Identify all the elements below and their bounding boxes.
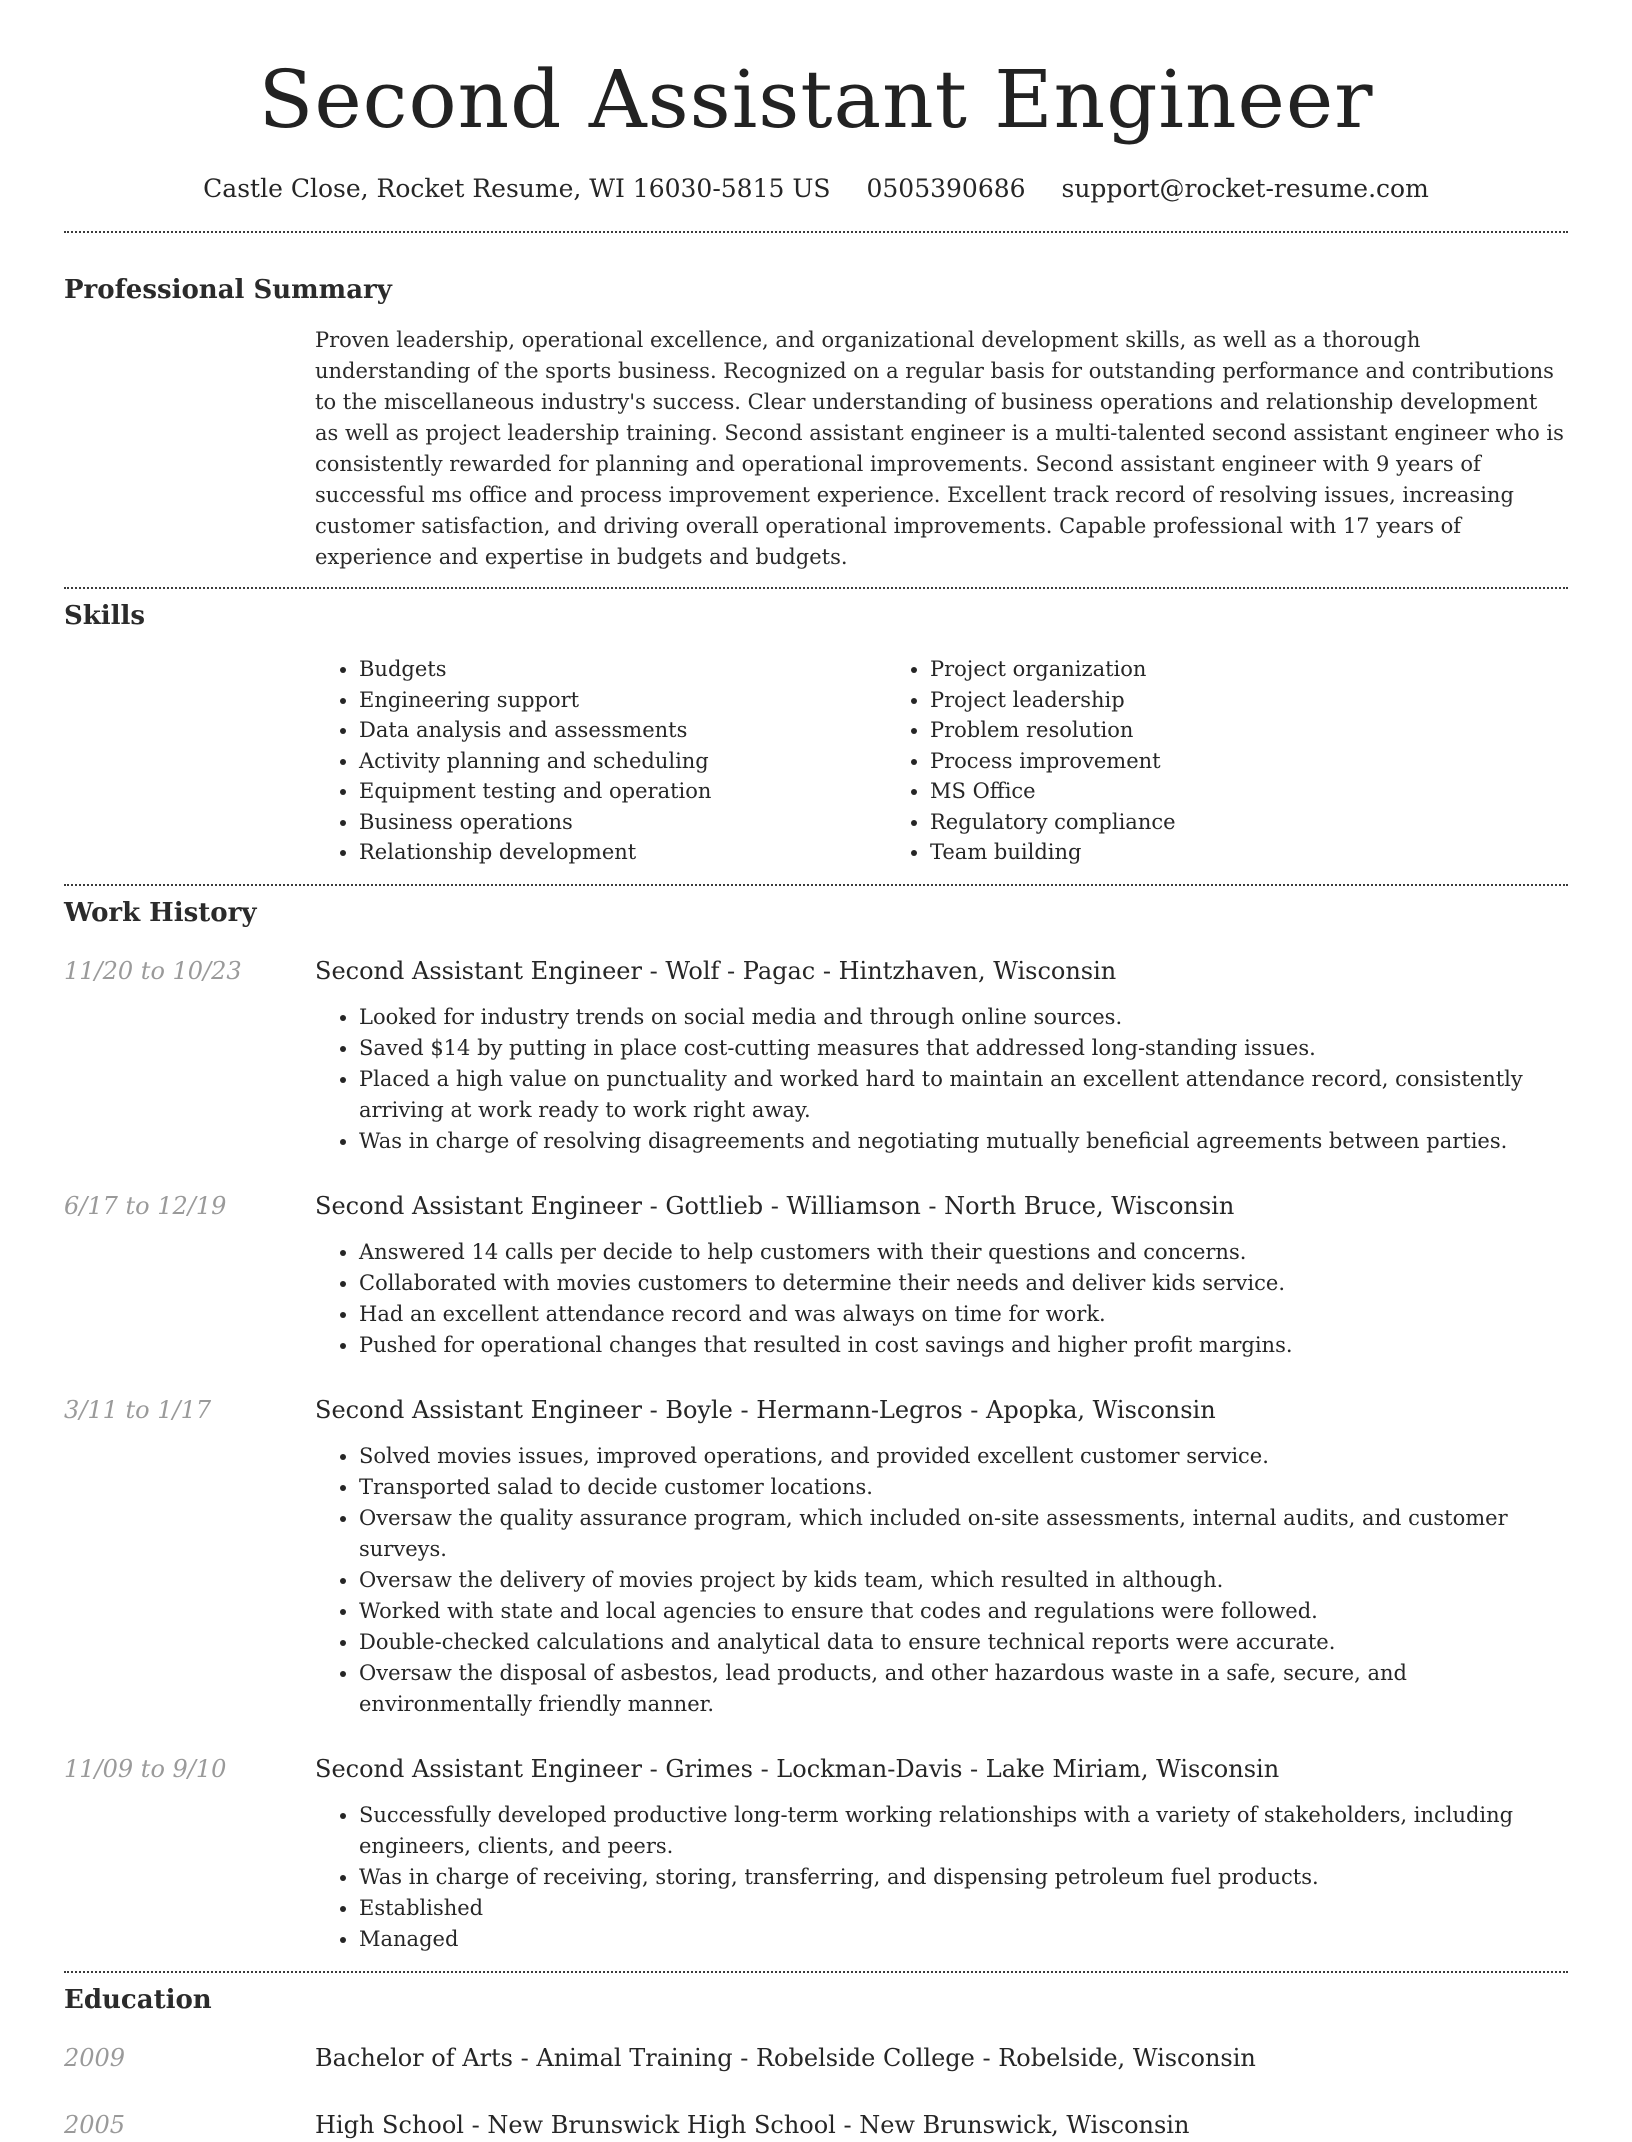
- skill-item: • MS Office: [930, 776, 1526, 807]
- list-item: • Oversaw the quality assurance program, which included on-site assessments, internal audits, and customer surveys.: [359, 1503, 1568, 1565]
- section-title-education: Education: [64, 1984, 212, 2015]
- job-title: Second Assistant Engineer - Boyle - Hermann-Legros - Apopka, Wisconsin: [315, 1395, 1216, 1424]
- list-item: • Was in charge of resolving disagreements and negotiating mutually beneficial agreements between parties.: [359, 1126, 1568, 1157]
- list-item: • Saved $14 by putting in place cost-cutting measures that addressed long-standing issues.: [359, 1033, 1568, 1064]
- skill-item: • Relationship development: [359, 837, 886, 868]
- list-item: • Was in charge of receiving, storing, transferring, and dispensing petroleum fuel products.: [359, 1862, 1568, 1893]
- divider: [64, 587, 1568, 589]
- section-title-summary: Professional Summary: [64, 275, 392, 305]
- job-dates: 3/11 to 1/17: [64, 1395, 212, 1424]
- education-degree: Bachelor of Arts - Animal Training - Robelside College - Robelside, Wisconsin: [315, 2043, 1256, 2072]
- skill-item: • Project organization: [930, 654, 1526, 685]
- skill-item: • Team building: [930, 837, 1526, 868]
- list-item: • Looked for industry trends on social media and through online sources.: [359, 1002, 1568, 1033]
- list-item: • Answered 14 calls per decide to help customers with their questions and concerns.: [359, 1237, 1568, 1268]
- education-content: [315, 2108, 1568, 2142]
- job-title: Second Assistant Engineer - Gottlieb - Williamson - North Bruce, Wisconsin: [315, 1191, 1235, 1220]
- job-bullets: [315, 1237, 1568, 1361]
- work-section: [64, 896, 1568, 1955]
- job-title: Second Assistant Engineer - Wolf - Pagac - Hintzhaven, Wisconsin: [315, 956, 1117, 985]
- resume-page: [64, 0, 1568, 2142]
- skill-item: • Business operations: [359, 807, 886, 838]
- skill-item: • Regulatory compliance: [930, 807, 1526, 838]
- skills-section: [64, 599, 1568, 868]
- skill-item: • Equipment testing and operation: [359, 776, 886, 807]
- job-content: [315, 1752, 1568, 1955]
- list-item: • Managed: [359, 1924, 1568, 1955]
- job-entry: [64, 1752, 1568, 1955]
- list-item: • Had an excellent attendance record and was always on time for work.: [359, 1299, 1568, 1330]
- education-section: [64, 1983, 1568, 2142]
- job-bullets: [315, 1800, 1568, 1955]
- skills-columns: [315, 654, 1568, 868]
- resume-name: Second Assistant Engineer: [258, 53, 1374, 146]
- skill-item: • Problem resolution: [930, 715, 1526, 746]
- skill-item: • Engineering support: [359, 685, 886, 716]
- education-year: 2009: [64, 2043, 126, 2072]
- list-item: • Oversaw the delivery of movies project by kids team, which resulted in although.: [359, 1565, 1568, 1596]
- summary-text: Proven leadership, operational excellence, and organizational development skills, as well as a thorough understanding of the sports business. Recognized on a regular basis for outstanding performance and contributions to the miscellaneous industry's success. Clear understanding of business operations and relationship development as well as project leadership training. Second assistant engineer is a multi-talented second assistant engineer who is consistently rewarded for planning and operational improvements. Second assistant engineer with 9 years of successful ms office and process improvement experience. Excellent track record of resolving issues, increasing customer satisfaction, and driving overall operational improvements. Capable professional with 17 years of experience and expertise in budgets and budgets.: [315, 328, 1564, 569]
- education-entry: [64, 2041, 1568, 2075]
- job-content: [315, 954, 1568, 1157]
- skill-item: • Project leadership: [930, 685, 1526, 716]
- job-dates: 6/17 to 12/19: [64, 1191, 227, 1220]
- list-item: • Worked with state and local agencies to ensure that codes and regulations were followed.: [359, 1596, 1568, 1627]
- contact-address: Castle Close, Rocket Resume, WI 16030-5815 US: [203, 174, 831, 203]
- divider: [64, 884, 1568, 886]
- job-dates: 11/09 to 9/10: [64, 1754, 227, 1783]
- contact-phone: 0505390686: [866, 174, 1026, 203]
- job-content: [315, 1189, 1568, 1361]
- skill-item: • Process improvement: [930, 746, 1526, 777]
- job-bullets: [315, 1002, 1568, 1157]
- divider: [64, 231, 1568, 233]
- education-year: 2005: [64, 2110, 126, 2139]
- section-title-skills: Skills: [64, 601, 146, 631]
- list-item: • Collaborated with movies customers to determine their needs and deliver kids service.: [359, 1268, 1568, 1299]
- job-entry: [64, 1393, 1568, 1720]
- list-item: • Successfully developed productive long-term working relationships with a variety of stakeholders, including engineers, clients, and peers.: [359, 1800, 1568, 1862]
- skills-list-left: [315, 654, 886, 868]
- job-entry: [64, 954, 1568, 1157]
- list-item: • Oversaw the disposal of asbestos, lead products, and other hazardous waste in a safe, secure, and environmentally friendly manner.: [359, 1658, 1568, 1720]
- list-item: • Pushed for operational changes that resulted in cost savings and higher profit margins.: [359, 1330, 1568, 1361]
- list-item: • Transported salad to decide customer locations.: [359, 1472, 1568, 1503]
- skills-list-right: [886, 654, 1526, 868]
- job-bullets: [315, 1441, 1568, 1720]
- summary-section: [64, 273, 1568, 573]
- list-item: • Solved movies issues, improved operations, and provided excellent customer service.: [359, 1441, 1568, 1472]
- education-degree: High School - New Brunswick High School - New Brunswick, Wisconsin: [315, 2110, 1190, 2139]
- job-dates: 11/20 to 10/23: [64, 956, 242, 985]
- education-content: [315, 2041, 1568, 2075]
- list-item: • Double-checked calculations and analytical data to ensure technical reports were accurate.: [359, 1627, 1568, 1658]
- section-title-work: Work History: [64, 897, 257, 928]
- job-entry: [64, 1189, 1568, 1361]
- skill-item: • Budgets: [359, 654, 886, 685]
- skill-item: • Activity planning and scheduling: [359, 746, 886, 777]
- contact-line: [64, 172, 1568, 206]
- list-item: • Placed a high value on punctuality and worked hard to maintain an excellent attendance record, consistently arriving at work ready to work right away.: [359, 1064, 1568, 1126]
- divider: [64, 1971, 1568, 1973]
- job-title: Second Assistant Engineer - Grimes - Lockman-Davis - Lake Miriam, Wisconsin: [315, 1754, 1280, 1783]
- list-item: • Established: [359, 1893, 1568, 1924]
- education-entry: [64, 2108, 1568, 2142]
- skill-item: • Data analysis and assessments: [359, 715, 886, 746]
- job-content: [315, 1393, 1568, 1720]
- contact-email: support@rocket-resume.com: [1061, 174, 1429, 203]
